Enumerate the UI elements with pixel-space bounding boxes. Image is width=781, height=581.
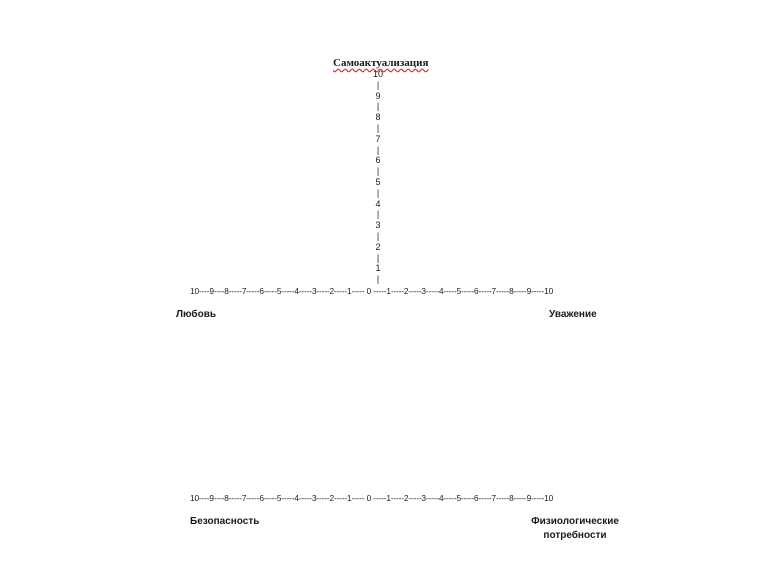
vertical-scale-mark: |	[376, 274, 380, 285]
vertical-scale-mark: 9	[375, 90, 381, 101]
label-respect: Уважение	[549, 309, 597, 320]
label-physiological-line2: потребности	[543, 530, 607, 541]
vertical-scale-mark: 4	[375, 198, 381, 209]
vertical-scale-mark: 7	[375, 133, 381, 144]
top-horizontal-scale: 10----9----8-----7-----6-----5-----4-----3-----2-----1----- 0 -----1-----2-----3-----4-----5-----6-----7-----8-----9-----10	[190, 286, 554, 296]
vertical-scale-mark: 2	[375, 241, 381, 252]
label-physiological-line1: Физиологические	[531, 516, 619, 527]
vertical-scale-mark: 8	[375, 112, 381, 123]
bottom-horizontal-scale: 10----9----8-----7-----6-----5-----4-----3-----2-----1----- 0 -----1-----2-----3-----4-----5-----6-----7-----8-----9-----10	[190, 493, 554, 503]
label-physiological-needs	[522, 515, 628, 543]
vertical-scale-mark: |	[376, 79, 380, 90]
vertical-scale-mark: |	[376, 122, 380, 133]
vertical-scale-mark: 5	[375, 176, 381, 187]
vertical-scale	[368, 69, 388, 285]
vertical-scale-mark: 10	[372, 69, 383, 79]
label-safety: Безопасность	[190, 516, 260, 527]
label-love: Любовь	[176, 309, 217, 320]
vertical-scale-mark: |	[376, 187, 380, 198]
vertical-scale-mark: |	[376, 209, 380, 220]
vertical-scale-mark: 3	[375, 220, 381, 231]
vertical-scale-mark: |	[376, 230, 380, 241]
vertical-scale-mark: |	[376, 252, 380, 263]
vertical-scale-mark: |	[376, 144, 380, 155]
vertical-scale-mark: |	[376, 166, 380, 177]
vertical-scale-mark: |	[376, 101, 380, 112]
page-title: Самоактуализация	[333, 57, 429, 69]
vertical-scale-mark: 1	[375, 263, 381, 274]
vertical-scale-mark: 6	[375, 155, 381, 166]
